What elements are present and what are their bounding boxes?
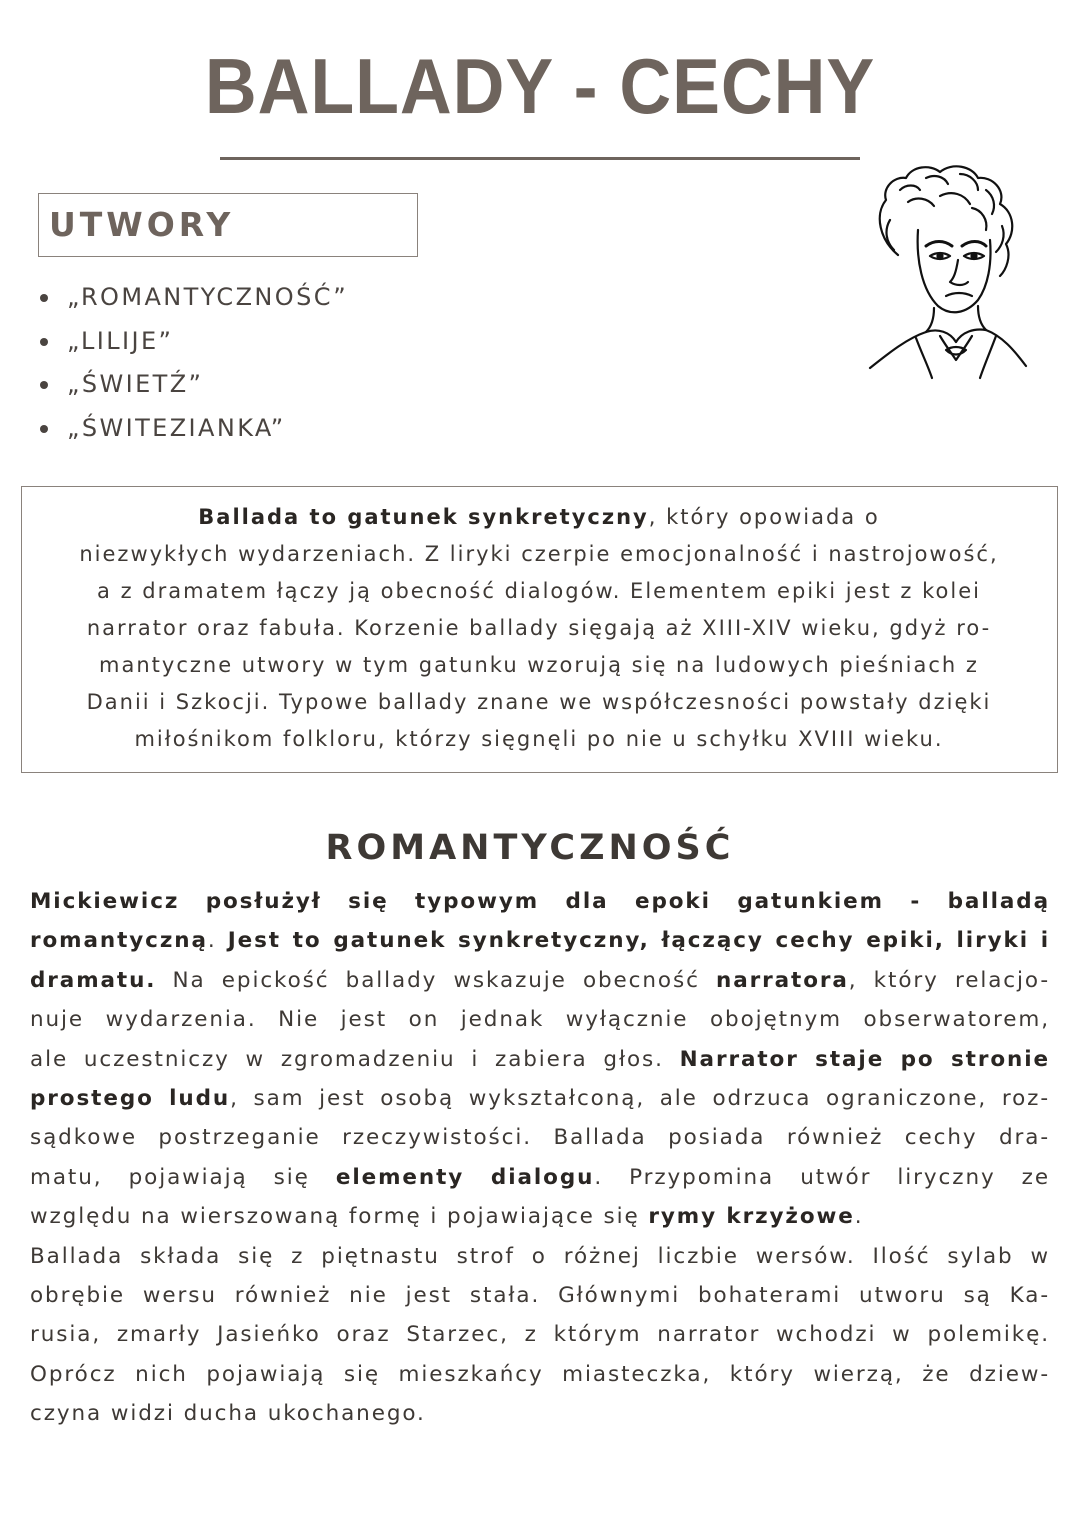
definition-bold: Ballada to gatunek synkretyczny xyxy=(198,505,649,529)
bold-phrase: Jest to gatunek synkretyczny, łączący cechy epiki, liryki i xyxy=(227,928,1050,954)
text-run: , sam jest osobą wykształconą, ale odrzuca ograniczone, roz- xyxy=(230,1086,1050,1112)
text-run: . xyxy=(207,928,228,954)
text-line: a z dramatem łączy ją obecność dialogów. Elementem epiki jest z kolei xyxy=(97,579,981,603)
section-body xyxy=(30,882,1050,1434)
list-item: „ŚWIETŹ” xyxy=(40,363,348,407)
text-line xyxy=(30,882,1050,921)
works-heading-box xyxy=(38,193,418,257)
text-line: sądkowe postrzeganie rzeczywistości. Ballada posiada również cechy dra- xyxy=(30,1125,1050,1151)
text-line: narrator oraz fabuła. Korzenie ballady sięgają aż XIII-XIV wieku, gdyż ro- xyxy=(86,616,992,640)
bold-phrase: Narrator staje po stronie xyxy=(679,1046,1050,1072)
text-run: , który relacjo- xyxy=(848,967,1050,993)
section-title: ROMANTYCZNOŚĆ xyxy=(325,828,735,868)
text-line xyxy=(30,1197,1050,1236)
text-line: mantyczne utwory w tym gatunku wzorują się na ludowych pieśniach z xyxy=(99,653,979,677)
text-line xyxy=(30,961,1050,1000)
text-line: obrębie wersu również nie jest stała. Głównymi bohaterami utworu są Ka- xyxy=(30,1283,1050,1309)
text-line: czyna widzi ducha ukochanego. xyxy=(30,1401,426,1427)
bold-phrase: prostego ludu xyxy=(30,1086,231,1112)
text-run: . Przypomina utwór liryczny ze xyxy=(594,1164,1050,1190)
text-line: Danii i Szkocji. Typowe ballady znane we współczesności powstały dzięki xyxy=(86,690,992,714)
portrait-sketch-icon xyxy=(860,160,1030,380)
text-line: rusia, zmarły Jasieńko oraz Starzec, z którym narrator wchodzi w polemikę. xyxy=(30,1322,1050,1348)
text-run: ale uczestniczy w zgromadzeniu i zabiera głos. xyxy=(30,1046,680,1072)
text-line: Oprócz nich pojawiają się mieszkańcy miasteczka, który wierzą, że dziew- xyxy=(30,1361,1050,1387)
page-title: BALLADY - CECHY xyxy=(204,42,876,130)
text-line xyxy=(30,1040,1050,1079)
text-run: matu, pojawiają się xyxy=(30,1164,336,1190)
text-line: , który opowiada o xyxy=(648,505,880,529)
bold-phrase: elementy dialogu xyxy=(335,1164,595,1190)
works-list xyxy=(40,276,348,450)
text-line: nuje wydarzenia. Nie jest on jednak wyłącznie obojętnym obserwatorem, xyxy=(30,1007,1050,1033)
text-line: Ballada składa się z piętnastu strof o różnej liczbie wersów. Ilość sylab w xyxy=(30,1243,1050,1269)
text-line xyxy=(30,1158,1050,1197)
text-line xyxy=(30,921,1050,960)
list-item: „ŚWITEZIANKA” xyxy=(40,407,348,451)
bold-phrase: narratora xyxy=(715,967,849,993)
title-divider xyxy=(220,157,860,160)
definition-text xyxy=(22,499,1056,758)
list-item: „ROMANTYCZNOŚĆ” xyxy=(40,276,348,320)
works-heading: UTWORY xyxy=(49,205,235,244)
bold-phrase: rymy krzyżowe xyxy=(648,1204,855,1230)
text-run: Na epickość ballady wskazuje obecność xyxy=(156,967,716,993)
definition-box xyxy=(21,486,1058,773)
bold-phrase: Mickiewicz posłużył się typowym dla epoki gatunkiem - balladą xyxy=(30,889,1050,914)
text-run: względu na wierszowaną formę i pojawiające się xyxy=(30,1204,649,1230)
text-line: niezwykłych wydarzeniach. Z liryki czerpie emocjonalność i nastrojowość, xyxy=(79,542,999,566)
bold-phrase: dramatu. xyxy=(30,967,157,993)
bold-phrase: romantyczną xyxy=(30,928,208,954)
list-item: „LILIJE” xyxy=(40,320,348,364)
text-line xyxy=(30,1079,1050,1118)
text-run: . xyxy=(854,1204,864,1230)
text-line: miłośnikom folkloru, którzy sięgnęli po nie u schyłku XVIII wieku. xyxy=(134,727,944,751)
